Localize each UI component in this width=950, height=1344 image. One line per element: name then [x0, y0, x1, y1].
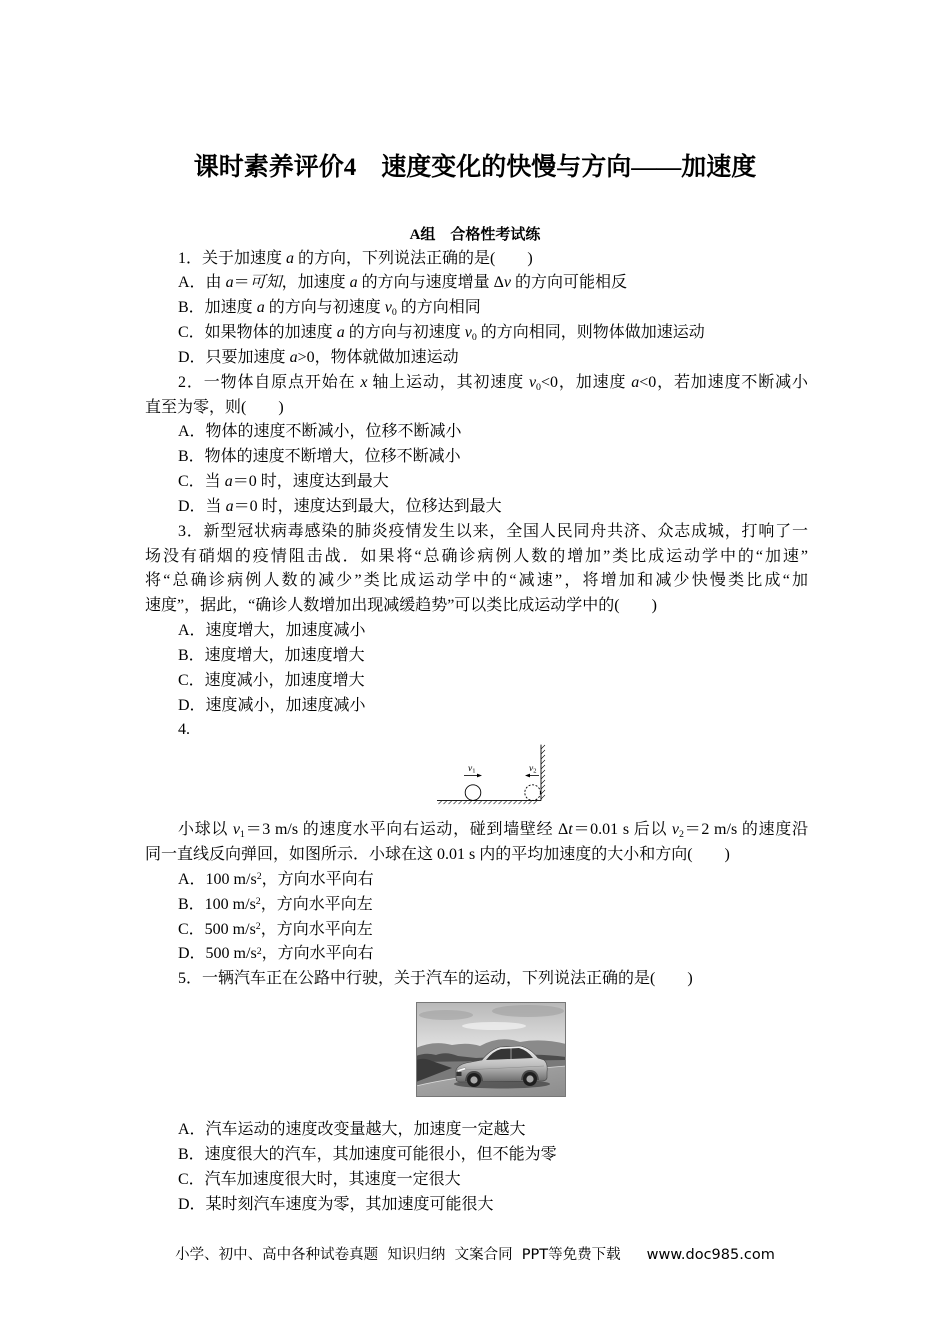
text-segment: ＝0 时，速度达到最大，位移达到最大 — [233, 497, 502, 515]
variable: v — [232, 821, 240, 839]
q4-stem-line-1 — [145, 818, 808, 843]
text-segment: C．如果物体的加速度 — [178, 324, 337, 342]
text-segment: A．100 m/s — [178, 871, 257, 888]
q2-option-a: A．物体的速度不断减小，位移不断减小 — [178, 423, 462, 441]
variable: a — [349, 274, 358, 292]
subscript: 1 — [239, 829, 245, 841]
q5-option-b: B．速度很大的汽车，其加速度可能很小，但不能为零 — [178, 1146, 557, 1164]
superscript: 2 — [256, 871, 262, 883]
text-segment: 的方向相同，则物体做加速运动 — [476, 324, 705, 342]
label-v2-var: v — [529, 764, 534, 775]
cloud — [419, 1010, 473, 1020]
front-wheel-rim — [470, 1076, 477, 1083]
subscript: 0 — [536, 381, 541, 393]
ball-incoming — [465, 785, 481, 801]
text-segment: A．由 — [178, 274, 226, 292]
car-photo — [416, 1002, 566, 1097]
text-segment: 的方向与初速度 — [344, 324, 465, 342]
text-segment: B．加速度 — [178, 299, 257, 317]
q3-stem-line-4: 速度”，据此，“确诊人数增加出现减缓趋势”可以类比成运动学中的( ) — [145, 597, 657, 615]
cloud — [462, 1022, 526, 1030]
variable: x — [360, 373, 368, 391]
text-segment: D．500 m/s — [178, 945, 257, 963]
italic-text: 可知 — [249, 274, 282, 292]
text-segment: 的方向，下列说法正确的是( ) — [294, 249, 533, 267]
q5-figure — [145, 992, 808, 1118]
q1-option-b — [145, 296, 808, 321]
subscript: 2 — [679, 829, 684, 841]
q1-option-c — [145, 321, 808, 346]
variable: a — [336, 324, 345, 342]
variable: a — [631, 373, 640, 391]
text-segment: 轴上运动，其初速度 — [367, 373, 529, 391]
text-segment: ，方向水平向左 — [260, 920, 373, 938]
q2-option-b: B．物体的速度不断增大，位移不断减小 — [178, 448, 461, 466]
q4-option-c — [145, 918, 808, 943]
text-segment: ＝0 时，速度达到最大 — [232, 473, 389, 491]
superscript: 2 — [255, 920, 261, 932]
text-segment: ＝0.01 s 后以 — [572, 821, 672, 839]
section-heading: A组 合格性考试练 — [409, 227, 541, 243]
q5-option-c: C．汽车加速度很大时，其速度一定很大 — [178, 1170, 461, 1188]
text-segment: ，方向水平向右 — [261, 945, 374, 963]
text-segment: ，方向水平向右 — [261, 871, 374, 888]
text-segment: ＝2 m/s 的速度沿 — [683, 821, 808, 839]
q3-option-d: D．速度减小，加速度减小 — [178, 696, 366, 714]
variable: t — [568, 821, 573, 839]
variable: a — [225, 497, 234, 515]
text-segment: <0，若加速度不断减小 — [639, 373, 808, 391]
q1-option-d — [145, 346, 808, 371]
ground-hatching — [439, 801, 538, 805]
text-segment: 的方向与初速度 — [264, 299, 385, 317]
text-segment: C．500 m/s — [178, 920, 256, 938]
q3-option-a: A．速度增大，加速度减小 — [178, 622, 366, 640]
superscript: 2 — [255, 895, 261, 907]
text-segment: ，加速度 — [281, 274, 350, 292]
q4-number: 4. — [178, 721, 190, 739]
text-segment: ＝ — [233, 274, 250, 292]
text-segment: 的方向与速度增量 Δ — [357, 274, 504, 292]
q5-option-d: D．某时刻汽车速度为零，其加速度可能很大 — [178, 1195, 494, 1213]
q2-option-c — [145, 470, 808, 495]
q3-stem-line-2: 场没有硝烟的疫情阻击战．如果将“总确诊病例人数的增加”类比成运动学中的“加速” — [145, 547, 808, 565]
label-v1-sub: 1 — [472, 767, 476, 775]
variable: v — [503, 274, 512, 292]
ball-at-wall — [525, 785, 541, 801]
label-v1 — [468, 764, 475, 775]
q4-stem-line-2: 同一直线反向弹回，如图所示．小球在这 0.01 s 内的平均加速度的大小和方向( ) — [145, 846, 730, 864]
variable: a — [224, 473, 233, 491]
q4-figure — [145, 743, 808, 818]
text-segment: B．100 m/s — [178, 895, 256, 913]
q2-option-d — [145, 495, 808, 520]
page-title: 课时素养评价4 速度变化的快慢与方向——加速度 — [193, 154, 757, 181]
arrow-left-head — [525, 774, 530, 778]
variable: v — [464, 324, 472, 342]
text-segment: 1．关于加速度 — [178, 249, 287, 267]
subscript: 0 — [391, 307, 397, 319]
variable: a — [289, 348, 298, 366]
q5-option-a: A．汽车运动的速度改变量越大，加速度一定越大 — [178, 1121, 526, 1139]
label-v1-var: v — [468, 764, 473, 775]
label-v2-sub: 2 — [533, 767, 537, 775]
q3-option-c: C．速度减小，加速度增大 — [178, 671, 365, 689]
ball-wall-diagram — [432, 743, 552, 809]
subscript: 0 — [471, 332, 477, 344]
q3-stem-line-3: 将“总确诊病例人数的减少”类比成运动学中的“减速”，将增加和减少快慢类比成“加 — [145, 572, 808, 590]
text-segment: 小球以 — [178, 821, 233, 839]
question-list — [145, 247, 808, 1218]
variable: a — [256, 299, 265, 317]
footer-text: 小学、初中、高中各种试卷真题 知识归纳 文案合同 PPT等免费下载 — [175, 1247, 621, 1263]
q4-option-b — [145, 893, 808, 918]
variable: v — [528, 373, 537, 391]
q4-option-a — [145, 868, 808, 893]
wall-hatching — [541, 745, 545, 799]
text-segment: 的方向相同 — [396, 299, 481, 317]
variable: v — [384, 299, 392, 317]
q3-stem-line-1: 3．新型冠状病毒感染的肺炎疫情发生以来，全国人民同舟共济、众志成城，打响了一 — [178, 522, 808, 540]
q1-option-a — [145, 271, 808, 296]
text-segment: 的方向可能相反 — [511, 274, 628, 292]
car-grille — [457, 1072, 462, 1076]
footer-url: www.doc985.com — [646, 1247, 775, 1263]
arrow-right-head — [477, 774, 482, 778]
cloud — [492, 1005, 564, 1017]
text-segment: 2．一物体自原点开始在 — [178, 373, 361, 391]
variable: a — [225, 274, 234, 292]
page-footer — [0, 1243, 950, 1267]
text-segment: ，方向水平向左 — [260, 895, 373, 913]
text-segment: C．当 — [178, 473, 225, 491]
rear-wheel-rim — [526, 1075, 533, 1082]
q3-option-b: B．速度增大，加速度增大 — [178, 646, 365, 664]
text-segment: ＝3 m/s 的速度水平向右运动，碰到墙壁经 Δ — [244, 821, 569, 839]
superscript: 2 — [256, 945, 262, 957]
text-segment: >0，物体就做加速运动 — [297, 348, 459, 366]
text-segment: <0，加速度 — [541, 373, 632, 391]
q1-stem — [145, 247, 808, 272]
text-segment: D．当 — [178, 497, 226, 515]
q2-stem-line-2: 直至为零，则( ) — [145, 398, 284, 416]
text-segment: D．只要加速度 — [178, 348, 290, 366]
q4-option-d — [145, 942, 808, 967]
q2-stem-line-1 — [145, 371, 808, 396]
variable: a — [286, 249, 295, 267]
q5-stem: 5．一辆汽车正在公路中行驶，关于汽车的运动，下列说法正确的是( ) — [178, 970, 693, 988]
label-v2 — [529, 764, 536, 775]
variable: v — [671, 821, 679, 839]
